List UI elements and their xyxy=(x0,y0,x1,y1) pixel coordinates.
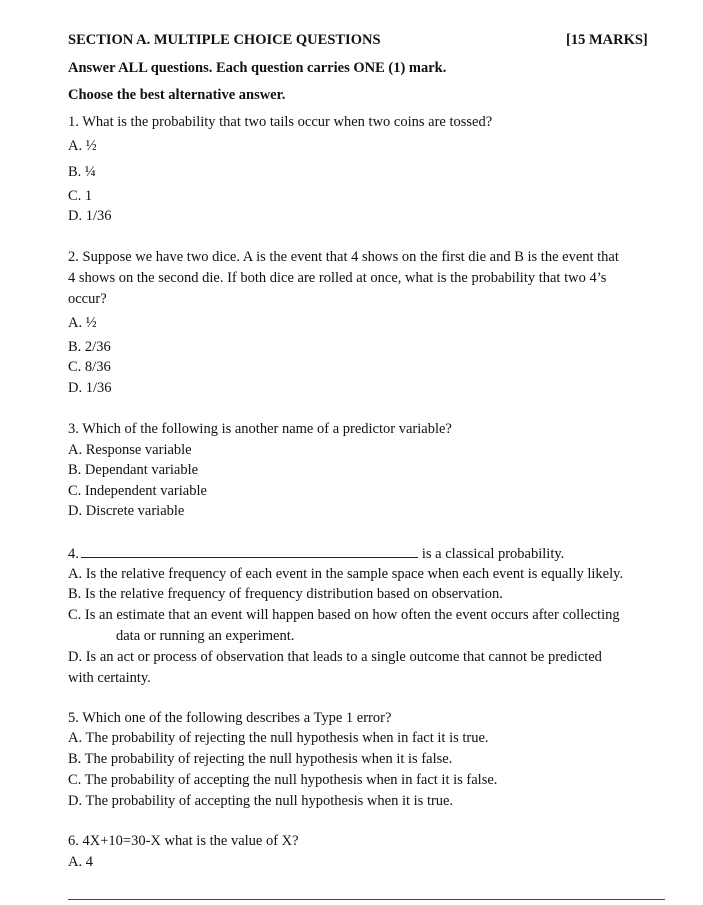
question-2-option-b: B. 2/36 xyxy=(68,339,111,355)
question-4-option-c-continued: data or running an experiment. xyxy=(116,628,295,644)
question-5-stem: 5. Which one of the following describes a Type 1 error? xyxy=(68,710,392,726)
question-4-option-d-continued: with certainty. xyxy=(68,670,151,686)
question-2-stem-line-2: 4 shows on the second die. If both dice are rolled at once, what is the probability that two 4’s xyxy=(68,270,607,286)
question-3-option-c: C. Independent variable xyxy=(68,483,207,499)
question-6-option-a: A. 4 xyxy=(68,854,93,870)
question-2-option-d: D. 1/36 xyxy=(68,380,112,396)
question-1-option-b: B. ¼ xyxy=(68,164,96,180)
question-3-option-a: A. Response variable xyxy=(68,442,192,458)
question-5-option-d: D. The probability of accepting the null hypothesis when it is true. xyxy=(68,793,454,809)
question-1-option-a: A. ½ xyxy=(68,138,97,154)
instruction-line-2: Choose the best alternative answer. xyxy=(68,87,286,103)
question-4-stem xyxy=(68,543,564,563)
question-1-stem: 1. What is the probability that two tails occur when two coins are tossed? xyxy=(68,114,493,130)
marks-label: [15 MARKS] xyxy=(566,32,648,48)
question-2-option-a: A. ½ xyxy=(68,315,97,331)
question-4-number: 4. xyxy=(68,546,79,562)
section-title: SECTION A. MULTIPLE CHOICE QUESTIONS xyxy=(68,32,381,48)
question-5-option-a: A. The probability of rejecting the null hypothesis when in fact it is true. xyxy=(68,730,489,746)
question-4-stem-tail: is a classical probability. xyxy=(421,546,565,562)
question-1-option-c: C. 1 xyxy=(68,188,93,204)
question-4-option-d: D. Is an act or process of observation that leads to a single outcome that cannot be predicted xyxy=(68,649,602,665)
question-2-stem-line-3: occur? xyxy=(68,291,107,307)
question-3-option-b: B. Dependant variable xyxy=(68,462,199,478)
question-3-option-d: D. Discrete variable xyxy=(68,503,185,519)
instruction-line-1: Answer ALL questions. Each question carries ONE (1) mark. xyxy=(68,60,447,76)
bottom-divider xyxy=(68,899,665,900)
question-4-option-c: C. Is an estimate that an event will happen based on how often the event occurs after collecting xyxy=(68,607,620,623)
question-2-stem-line-1: 2. Suppose we have two dice. A is the event that 4 shows on the first die and B is the event that xyxy=(68,249,619,265)
question-6-stem: 6. 4X+10=30-X what is the value of X? xyxy=(68,833,299,849)
question-5-option-c: C. The probability of accepting the null hypothesis when in fact it is false. xyxy=(68,772,498,788)
question-1-option-d: D. 1/36 xyxy=(68,208,112,224)
answer-blank-line xyxy=(81,543,418,558)
question-2-option-c: C. 8/36 xyxy=(68,359,111,375)
question-3-stem: 3. Which of the following is another name of a predictor variable? xyxy=(68,421,452,437)
question-4-option-b: B. Is the relative frequency of frequency distribution based on observation. xyxy=(68,586,503,602)
question-4-option-a: A. Is the relative frequency of each event in the sample space when each event is equally likely. xyxy=(68,566,624,582)
question-5-option-b: B. The probability of rejecting the null hypothesis when it is false. xyxy=(68,751,453,767)
